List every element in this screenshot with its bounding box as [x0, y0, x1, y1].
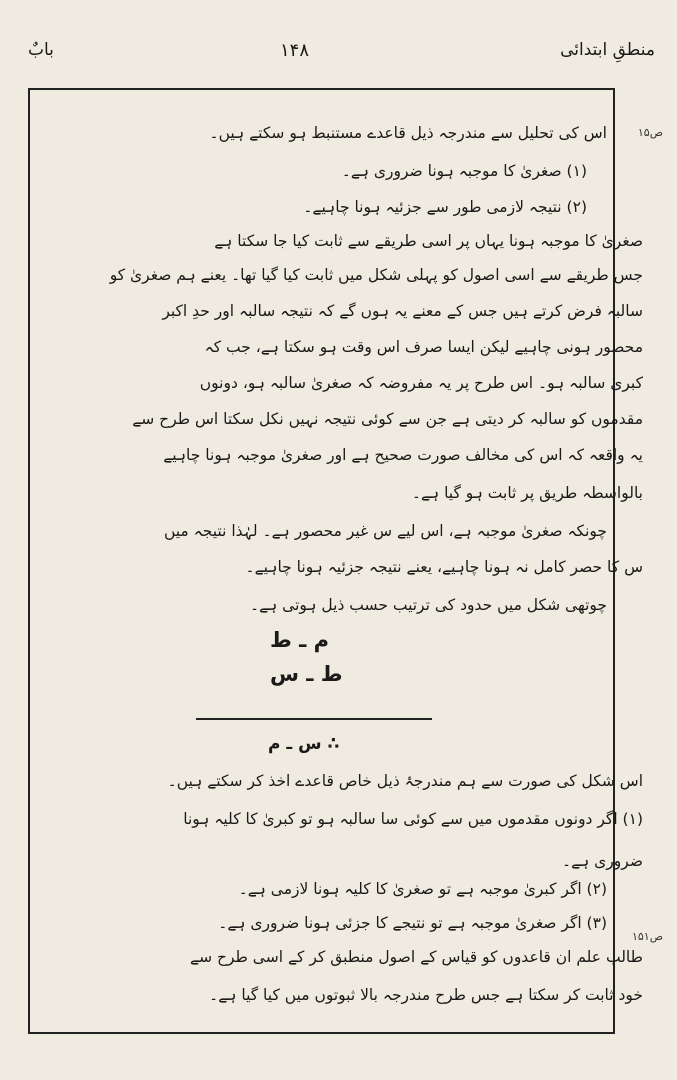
chapter-label: بابٌ — [28, 40, 54, 60]
text-line: یہ واقعہ کہ اس کی مخالف صورت صحیح ہے اور صغریٰ موجبہ ہونا چاہیے — [163, 446, 643, 464]
text-line: جس طریقے سے اسی اصول کو پہلی شکل میں ثابت کیا گیا تھا۔ یعنے ہم صغریٰ کو — [109, 266, 643, 284]
margin-note: ص۱۵ — [637, 126, 663, 139]
conclusion-formula: ∴ س ـ م — [268, 734, 340, 754]
text-line: اس کی تحلیل سے مندرجہ ذیل قاعدے مستنبط ہو سکتے ہیں۔ — [209, 124, 607, 142]
text-line: (۲) نتیجہ لازمی طور سے جزئیہ ہونا چاہیے۔ — [303, 198, 587, 216]
text-line: (۳) اگر صغریٰ موجبہ ہے تو نتیجے کا جزئی ہونا ضروری ہے۔ — [218, 914, 607, 932]
text-line: خود ثابت کر سکتا ہے جس طرح مندرجہ بالا ثبوتوں میں کیا گیا ہے۔ — [209, 986, 643, 1004]
text-line: (۲) اگر کبریٰ موجبہ ہے تو صغریٰ کا کلیہ ہونا لازمی ہے۔ — [238, 880, 607, 898]
text-line: چوتھی شکل میں حدود کی ترتیب حسب ذیل ہوتی ہے۔ — [249, 596, 607, 614]
text-line: چونکہ صغریٰ موجبہ ہے، اس لیے س غیر محصور ہے۔ لہٰذا نتیجہ میں — [163, 522, 607, 540]
text-line: سالبہ فرض کرتے ہیں جس کے معنے یہ ہوں گے کہ نتیجہ سالبہ اور حدِ اکبر — [162, 302, 643, 320]
text-line: (۱) صغریٰ کا موجبہ ہونا ضروری ہے۔ — [341, 162, 587, 180]
text-line: محصور ہونی چاہیے لیکن ایسا صرف اس وقت ہو سکتا ہے، جب کہ — [204, 338, 643, 356]
text-line: مقدموں کو سالبہ کر دیتی ہے جن سے کوئی نتیجہ نہیں نکل سکتا اس طرح سے — [132, 410, 643, 428]
premise-formula: م ـ ط — [270, 628, 330, 652]
text-line: صغریٰ کا موجبہ ہونا یہاں پر اسی طریقے سے ثابت کیا جا سکتا ہے — [214, 232, 643, 250]
text-line: (۱) اگر دونوں مقدموں میں سے کوئی سا سالبہ ہو تو کبریٰ کا کلیہ ہونا — [183, 810, 643, 828]
divider-line — [196, 718, 432, 720]
text-line: طالب علم ان قاعدوں کو قیاس کے اصول منطبق کر کے اسی طرح سے — [189, 948, 643, 966]
text-line: ضروری ہے۔ — [562, 852, 643, 870]
page-number: ۱۴۸ — [280, 40, 310, 61]
text-line: اس شکل کی صورت سے ہم مندرجۂ ذیل خاص قاعدے اخذ کر سکتے ہیں۔ — [167, 772, 643, 790]
margin-note: ص۱۵۱ — [631, 930, 663, 943]
text-line: س کا حصر کامل نہ ہونا چاہیے، یعنے نتیجہ جزئیہ ہونا چاہیے۔ — [245, 558, 643, 576]
text-line: بالواسطہ طریق پر ثابت ہو گیا ہے۔ — [411, 484, 643, 502]
book-title: منطقِ ابتدائی — [560, 40, 655, 60]
text-line: کبریٰ سالبہ ہو۔ اس طرح پر یہ مفروضہ کہ صغریٰ سالبہ ہو، دونوں — [199, 374, 643, 392]
premise-formula: ط ـ س — [270, 662, 343, 686]
